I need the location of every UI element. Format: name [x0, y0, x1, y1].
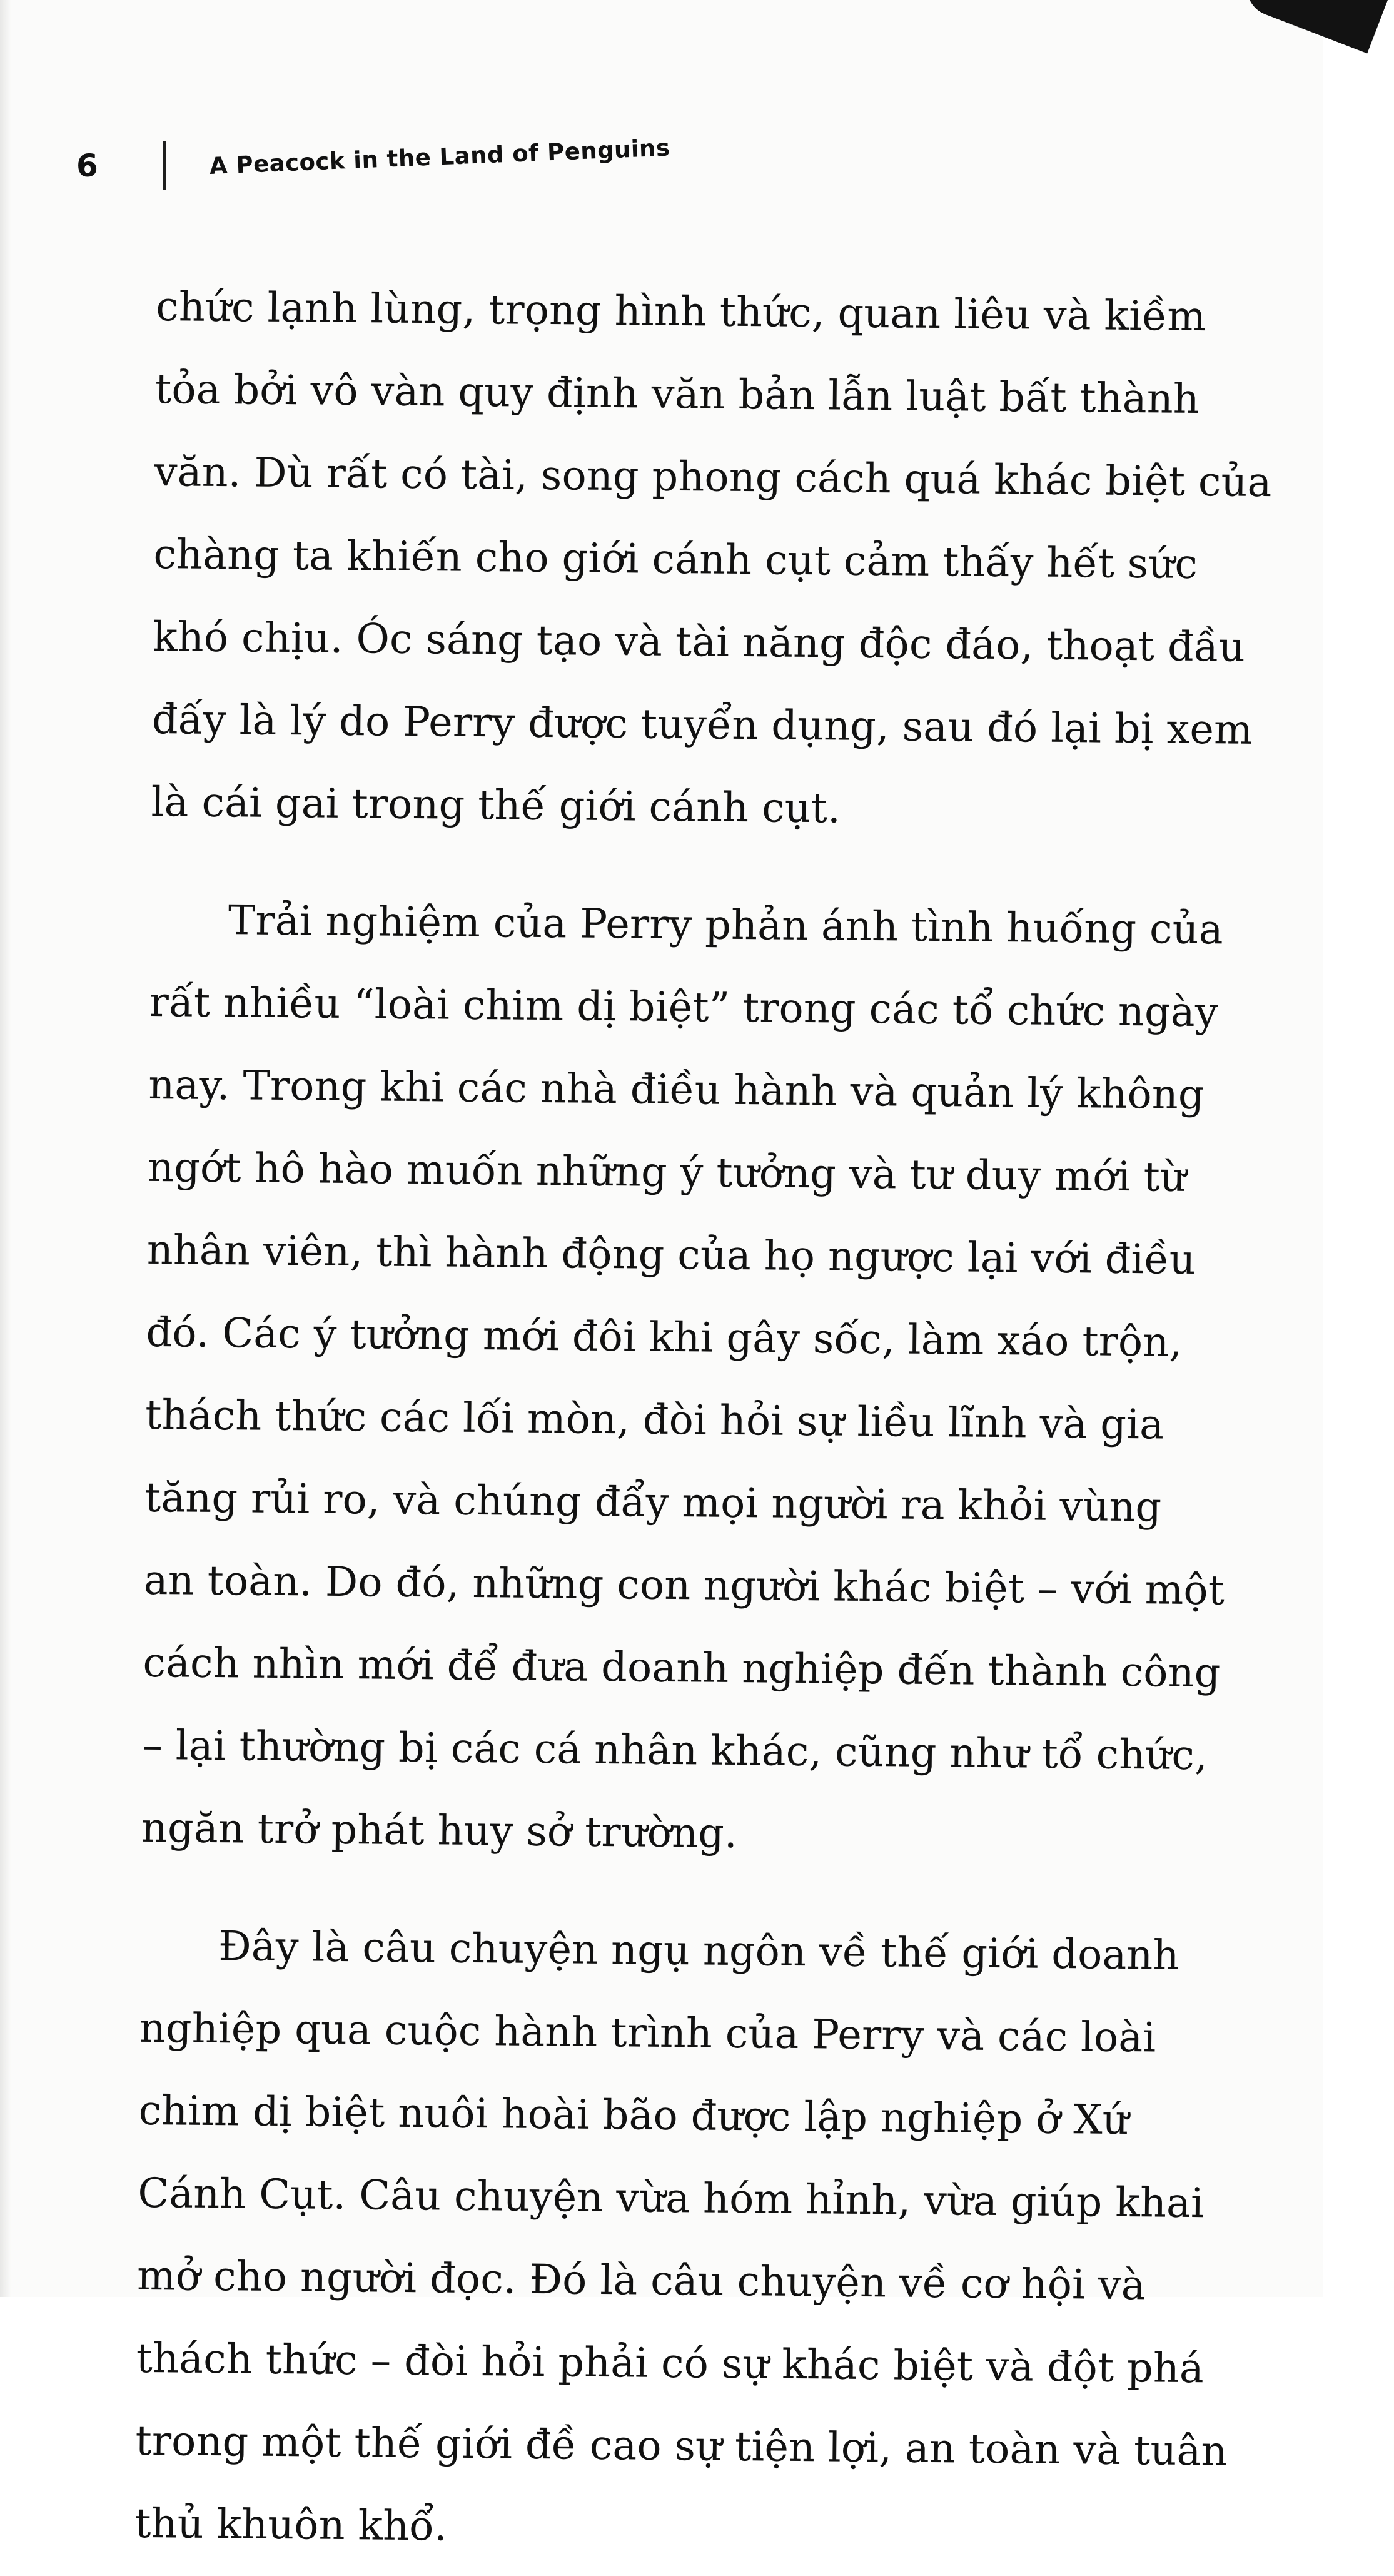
page-corner-shadow — [1239, 0, 1394, 53]
text-line: nay. Trong khi các nhà điều hành và quản lý không — [148, 1061, 1205, 1119]
paragraph-2 — [141, 879, 1282, 1880]
text-line: Trải nghiệm của Perry phản ánh tình huống của — [228, 897, 1224, 954]
text-line: thủ khuôn khổ. — [134, 2500, 448, 2550]
body-text — [134, 266, 1288, 2576]
text-line: là cái gai trong thế giới cánh cụt. — [151, 778, 841, 833]
text-line: thách thức – đòi hỏi phải có sự khác biệt và đột phá — [136, 2335, 1205, 2393]
paragraph-1 — [151, 266, 1288, 854]
text-line: văn. Dù rất có tài, song phong cách quá khác biệt của — [154, 448, 1272, 507]
text-line: thách thức các lối mòn, đòi hỏi sự liều lĩnh và gia — [145, 1391, 1164, 1449]
text-line: Cánh Cụt. Câu chuyện vừa hóm hỉnh, vừa giúp khai — [138, 2169, 1205, 2228]
text-line: khó chịu. Óc sáng tạo và tài năng độc đáo, thoạt đầu — [152, 613, 1246, 671]
text-line: nhân viên, thì hành động của họ ngược lại với điều — [146, 1226, 1196, 1284]
text-line: mở cho người đọc. Đó là câu chuyện về cơ hội và — [136, 2252, 1146, 2310]
text-line: chim dị biệt nuôi hoài bão được lập nghiệp ở Xứ — [138, 2087, 1129, 2144]
text-line: nghiệp qua cuộc hành trình của Perry và các loài — [139, 2004, 1156, 2062]
paragraph-3 — [134, 1905, 1273, 2576]
text-line: an toàn. Do đó, những con người khác biệt – với một — [143, 1556, 1225, 1615]
text-line: cách nhìn mới để đưa doanh nghiệp đến thành công — [143, 1639, 1221, 1697]
text-line: tỏa bởi vô vàn quy định văn bản lẫn luật bất thành — [154, 365, 1200, 423]
page-edge-shadow — [0, 0, 11, 2297]
text-line: ngớt hô hào muốn những ý tưởng và tư duy mới từ — [147, 1143, 1187, 1201]
running-header — [76, 128, 670, 203]
page-number: 6 — [76, 148, 98, 184]
text-line: rất nhiều “loài chim dị biệt” trong các tổ chức ngày — [149, 978, 1219, 1037]
text-line: đấy là lý do Perry được tuyển dụng, sau đó lại bị xem — [151, 696, 1253, 754]
book-title: A Peacock in the Land of Penguins — [209, 133, 671, 180]
text-line: tăng rủi ro, và chúng đẩy mọi người ra khỏi vùng — [144, 1474, 1162, 1531]
text-line: Đây là câu chuyện ngụ ngôn về thế giới doanh — [218, 1923, 1179, 1979]
text-line: chức lạnh lùng, trọng hình thức, quan liêu và kiềm — [156, 283, 1206, 341]
text-line: trong một thế giới đề cao sự tiện lợi, an toàn và tuân — [135, 2417, 1228, 2475]
text-line: chàng ta khiến cho giới cánh cụt cảm thấy hết sức — [153, 530, 1198, 589]
text-line: ngăn trở phát huy sở trường. — [141, 1804, 738, 1858]
text-line: đó. Các ý tưởng mới đôi khi gây sốc, làm xáo trộn, — [146, 1309, 1183, 1366]
text-line: – lại thường bị các cá nhân khác, cũng như tổ chức, — [141, 1722, 1208, 1780]
header-divider — [163, 141, 166, 190]
